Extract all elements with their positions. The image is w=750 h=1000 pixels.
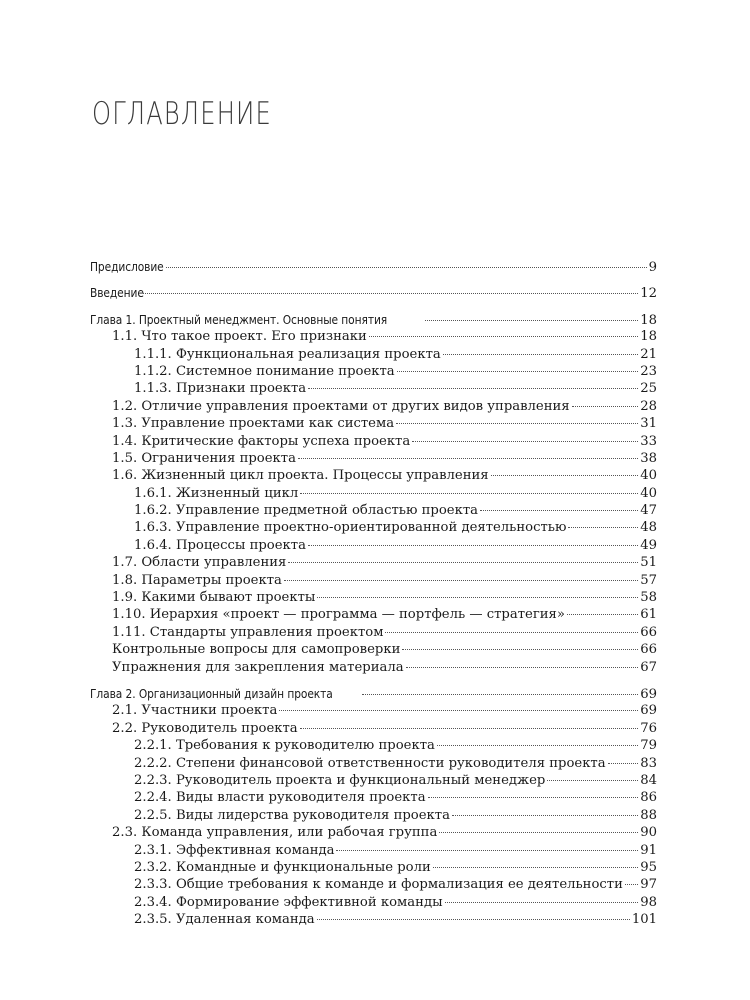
toc-entry[interactable] bbox=[90, 702, 657, 719]
toc-entry-label: 1.2. Отличие управления проектами от других видов управления bbox=[112, 398, 570, 414]
section-gap bbox=[90, 275, 657, 284]
toc-entry[interactable] bbox=[90, 842, 657, 859]
toc-entry-page-number: 98 bbox=[640, 894, 657, 910]
toc-entry[interactable] bbox=[90, 380, 657, 397]
dot-leader bbox=[308, 545, 638, 546]
toc-entry-label: 1.1.1. Функциональная реализация проекта bbox=[134, 346, 441, 362]
dot-leader bbox=[288, 562, 638, 563]
toc-entry-page-number: 31 bbox=[640, 416, 657, 432]
toc-entry-page-number: 61 bbox=[640, 607, 657, 623]
dot-leader bbox=[317, 597, 638, 598]
toc-entry-page-number: 57 bbox=[640, 572, 657, 588]
toc-entry-label: 1.10. Иерархия «проект — программа — портфель — стратегия» bbox=[112, 607, 565, 623]
dot-leader bbox=[385, 632, 638, 633]
toc-entry[interactable] bbox=[90, 720, 657, 737]
toc-entry-label: 2.2.2. Степени финансовой ответственности руководителя проекта bbox=[134, 755, 606, 771]
section-gap bbox=[90, 302, 657, 311]
toc-entry-page-number: 21 bbox=[640, 346, 657, 362]
dot-leader bbox=[402, 649, 638, 650]
dot-leader bbox=[298, 458, 638, 459]
toc-entry-label: 1.5. Ограничения проекта bbox=[112, 450, 296, 466]
toc-entry-label: Введение bbox=[90, 285, 144, 301]
dot-leader bbox=[425, 320, 638, 321]
toc-entry[interactable] bbox=[90, 572, 657, 589]
toc-entry-label: 1.6.4. Процессы проекта bbox=[134, 537, 306, 553]
toc-entry-label: 1.3. Управление проектами как система bbox=[112, 416, 395, 432]
toc-entry-page-number: 18 bbox=[640, 329, 657, 345]
dot-leader bbox=[362, 694, 638, 695]
toc-entry-page-number: 12 bbox=[640, 286, 657, 302]
toc-entry[interactable] bbox=[90, 876, 657, 893]
toc-entry-label: 2.2.3. Руководитель проекта и функциональный менеджер bbox=[134, 772, 546, 788]
toc-entry[interactable] bbox=[90, 328, 657, 345]
toc-entry-label: 2.3.5. Удаленная команда bbox=[134, 912, 315, 928]
toc-entry-page-number: 40 bbox=[640, 485, 657, 501]
toc-entry-label: 1.6.3. Управление проектно-ориентированной деятельностью bbox=[134, 520, 567, 536]
toc-entry[interactable] bbox=[90, 537, 657, 554]
toc-entry-page-number: 69 bbox=[640, 703, 657, 719]
section-gap bbox=[90, 676, 657, 685]
toc-entry-label: 1.4. Критические факторы успеха проекта bbox=[112, 433, 411, 449]
toc-entry-page-number: 51 bbox=[640, 555, 657, 571]
toc-entry-label: 1.6.1. Жизненный цикл bbox=[134, 485, 299, 501]
toc-entry[interactable] bbox=[90, 737, 657, 754]
toc-entry-page-number: 9 bbox=[648, 260, 657, 275]
toc-entry-page-number: 88 bbox=[640, 807, 657, 823]
toc-entry-page-number: 23 bbox=[640, 363, 657, 379]
toc-entry-page-number: 38 bbox=[640, 450, 657, 466]
toc-entry-page-number: 86 bbox=[640, 790, 657, 806]
toc-entry-label: 2.3.2. Командные и функциональные роли bbox=[134, 859, 431, 875]
toc-entry-page-number: 84 bbox=[640, 772, 657, 788]
dot-leader bbox=[445, 902, 639, 903]
toc-entry[interactable] bbox=[90, 311, 657, 328]
dot-leader bbox=[308, 388, 638, 389]
dot-leader bbox=[369, 336, 638, 337]
toc-entry-page-number: 66 bbox=[640, 642, 657, 658]
dot-leader bbox=[397, 371, 639, 372]
toc-entry-label: 1.7. Области управления bbox=[112, 555, 287, 571]
toc-entry[interactable] bbox=[90, 467, 657, 484]
toc-entry[interactable] bbox=[90, 519, 657, 536]
toc-entry-page-number: 40 bbox=[640, 468, 657, 484]
toc-entry[interactable] bbox=[90, 346, 657, 363]
toc-entry[interactable] bbox=[90, 824, 657, 841]
toc-entry[interactable] bbox=[90, 685, 657, 702]
toc-entry-label: 1.1.2. Системное понимание проекта bbox=[134, 363, 395, 379]
dot-leader bbox=[412, 441, 638, 442]
toc-entry[interactable] bbox=[90, 659, 657, 676]
toc-entry-page-number: 18 bbox=[640, 312, 657, 328]
toc-entry-label: Глава 2. Организационный дизайн проекта bbox=[90, 685, 333, 701]
toc-entry-label: 2.3.1. Эффективная команда bbox=[134, 842, 335, 858]
toc-entry-label: 2.3. Команда управления, или рабочая группа bbox=[112, 825, 438, 841]
dot-leader bbox=[567, 614, 638, 615]
toc-entry[interactable] bbox=[90, 772, 657, 789]
dot-leader bbox=[491, 475, 639, 476]
toc-entry-label: 2.2. Руководитель проекта bbox=[112, 720, 298, 736]
toc-entry-label: Упражнения для закрепления материала bbox=[112, 659, 404, 675]
toc-entry[interactable] bbox=[90, 502, 657, 519]
toc-entry-page-number: 95 bbox=[640, 859, 657, 875]
toc-entry[interactable] bbox=[90, 789, 657, 806]
dot-leader bbox=[437, 745, 638, 746]
toc-entry-page-number: 28 bbox=[640, 398, 657, 414]
toc-entry-page-number: 91 bbox=[640, 842, 657, 858]
toc-entry-label: 1.6.2. Управление предметной областью проекта bbox=[134, 503, 478, 519]
toc-entry-page-number: 49 bbox=[640, 537, 657, 553]
toc-entry-page-number: 83 bbox=[640, 755, 657, 771]
toc-entry[interactable] bbox=[90, 485, 657, 502]
dot-leader bbox=[452, 815, 638, 816]
dot-leader bbox=[300, 493, 638, 494]
dot-leader bbox=[317, 919, 630, 920]
dot-leader bbox=[480, 510, 638, 511]
toc-entry-label: 1.11. Стандарты управления проектом bbox=[112, 624, 384, 640]
toc-entry[interactable] bbox=[90, 398, 657, 415]
dot-leader bbox=[406, 667, 639, 668]
toc-entry-page-number: 33 bbox=[640, 433, 657, 449]
toc-entry-page-number: 90 bbox=[640, 825, 657, 841]
toc-entry-label: 2.2.5. Виды лидерства руководителя проекта bbox=[134, 807, 450, 823]
toc-entry[interactable] bbox=[90, 433, 657, 450]
toc-entry-page-number: 25 bbox=[640, 381, 657, 397]
toc-entry-page-number: 48 bbox=[640, 520, 657, 536]
dot-leader bbox=[166, 267, 647, 268]
toc-entry-label: 1.1.3. Признаки проекта bbox=[134, 381, 307, 397]
dot-leader bbox=[443, 354, 638, 355]
toc-entry-label: 2.3.3. Общие требования к команде и формализация ее деятельности bbox=[134, 877, 623, 893]
dot-leader bbox=[143, 293, 639, 294]
toc-entry[interactable] bbox=[90, 284, 657, 301]
toc-entry[interactable] bbox=[90, 415, 657, 432]
dot-leader bbox=[625, 884, 638, 885]
toc-entry-label: 2.2.4. Виды власти руководителя проекта bbox=[134, 790, 426, 806]
toc-entry-page-number: 47 bbox=[640, 503, 657, 519]
toc-entry[interactable] bbox=[90, 554, 657, 571]
toc-entry-label: 1.9. Какими бывают проекты bbox=[112, 590, 316, 606]
toc-entry-page-number: 67 bbox=[640, 659, 657, 675]
toc-entry-label: Контрольные вопросы для самопроверки bbox=[112, 642, 401, 658]
toc-entry[interactable] bbox=[90, 755, 657, 772]
dot-leader bbox=[439, 832, 638, 833]
toc-entry-label: Предисловие bbox=[90, 259, 164, 274]
dot-leader bbox=[336, 850, 638, 851]
toc-entry-label: 2.1. Участники проекта bbox=[112, 703, 278, 719]
toc-entry-page-number: 97 bbox=[640, 877, 657, 893]
toc-entry[interactable] bbox=[90, 859, 657, 876]
toc-entry[interactable] bbox=[90, 624, 657, 641]
dot-leader bbox=[572, 406, 639, 407]
dot-leader bbox=[284, 580, 638, 581]
toc-entry-label: 1.8. Параметры проекта bbox=[112, 572, 282, 588]
toc-entry[interactable] bbox=[90, 911, 657, 928]
toc-entry-page-number: 76 bbox=[640, 720, 657, 736]
toc-entry-page-number: 69 bbox=[640, 686, 657, 702]
toc-entry-page-number: 79 bbox=[640, 738, 657, 754]
toc-entry-label: 2.2.1. Требования к руководителю проекта bbox=[134, 738, 435, 754]
toc-entry[interactable] bbox=[90, 641, 657, 658]
dot-leader bbox=[433, 867, 638, 868]
page-title: ОГЛАВЛЕНИЕ bbox=[92, 96, 272, 132]
dot-leader bbox=[428, 797, 639, 798]
dot-leader bbox=[300, 728, 639, 729]
dot-leader bbox=[608, 763, 639, 764]
dot-leader bbox=[568, 527, 638, 528]
dot-leader bbox=[547, 780, 638, 781]
toc-entry[interactable] bbox=[90, 363, 657, 380]
toc-entry[interactable] bbox=[90, 258, 657, 275]
toc-entry-page-number: 58 bbox=[640, 590, 657, 606]
toc-entry[interactable] bbox=[90, 589, 657, 606]
toc-entry[interactable] bbox=[90, 450, 657, 467]
toc-entry-label: 1.6. Жизненный цикл проекта. Процессы управления bbox=[112, 468, 489, 484]
toc-entry[interactable] bbox=[90, 894, 657, 911]
table-of-contents bbox=[90, 258, 657, 928]
toc-entry-label: 2.3.4. Формирование эффективной команды bbox=[134, 894, 443, 910]
toc-entry[interactable] bbox=[90, 807, 657, 824]
dot-leader bbox=[396, 423, 638, 424]
toc-entry-page-number: 66 bbox=[640, 624, 657, 640]
toc-entry[interactable] bbox=[90, 606, 657, 623]
toc-entry-page-number: 101 bbox=[631, 912, 657, 928]
dot-leader bbox=[279, 710, 638, 711]
toc-entry-label: 1.1. Что такое проект. Его признаки bbox=[112, 329, 367, 345]
toc-entry-label: Глава 1. Проектный менеджмент. Основные понятия bbox=[90, 311, 388, 327]
